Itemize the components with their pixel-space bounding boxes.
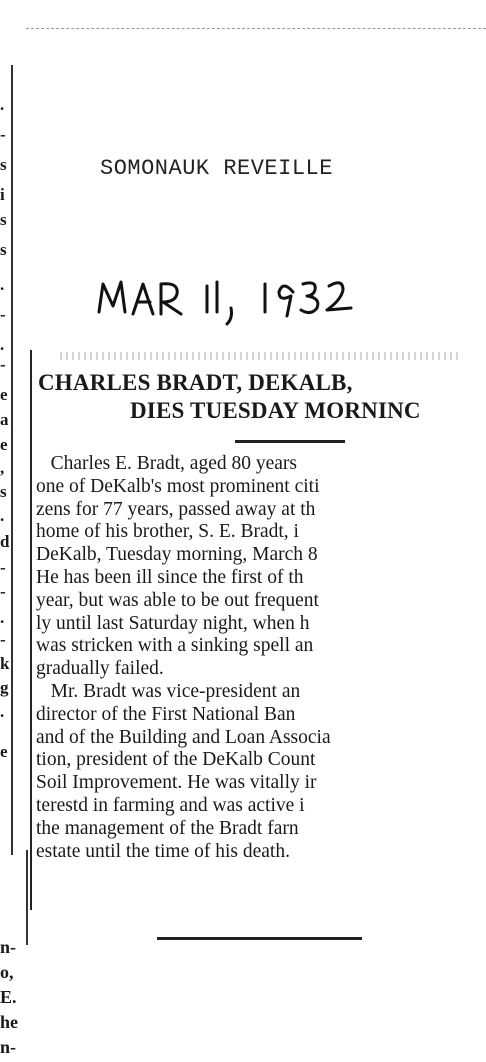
obituary-article: [30, 350, 486, 950]
body-line: estate until the time of his death.: [36, 840, 290, 862]
left-fragment: -: [0, 582, 6, 601]
handwritten-date: [95, 262, 415, 332]
left-fragment: s: [0, 240, 7, 259]
left-fragment: -: [0, 125, 6, 144]
left-fragment: .: [0, 702, 5, 721]
body-line: year, but was able to be out frequent: [36, 589, 319, 611]
left-fragment: -: [0, 630, 6, 649]
column-divider: [11, 65, 13, 855]
adjacent-column-bottom-fragments: [0, 935, 18, 1060]
lower-column-divider: [26, 850, 28, 945]
headline-divider: [235, 440, 345, 443]
left-bottom-fragment: n-: [0, 937, 17, 957]
left-bottom-fragment: he: [0, 1012, 18, 1032]
headline-line-1: CHARLES BRADT, DEKALB,: [38, 370, 353, 395]
left-fragment: .: [0, 95, 5, 114]
clipping-top-edge: [26, 28, 486, 31]
article-end-rule: [157, 937, 362, 940]
left-fragment: e: [0, 435, 8, 454]
left-bottom-fragment: E.: [0, 987, 17, 1007]
left-fragment: .: [0, 335, 5, 354]
left-bottom-fragment: n-: [0, 1037, 17, 1057]
body-line: gradually failed.: [36, 658, 164, 680]
left-bottom-fragment: o,: [0, 962, 14, 982]
adjacent-column-fragments: [0, 30, 24, 1060]
left-fragment: d: [0, 532, 10, 551]
left-fragment: e: [0, 742, 8, 761]
article-body: [36, 453, 486, 863]
left-fragment: -: [0, 305, 6, 324]
body-line: He has been ill since the first of th: [36, 566, 304, 588]
newspaper-name: SOMONAUK REVEILLE: [100, 156, 333, 181]
headline-line-2: DIES TUESDAY MORNINC: [130, 398, 421, 423]
body-line: DeKalb, Tuesday morning, March 8: [36, 544, 318, 566]
body-line: director of the First National Ban: [36, 703, 296, 725]
body-line: Soil Improvement. He was vitally ir: [36, 772, 317, 794]
article-left-rule: [30, 350, 32, 910]
body-line: Mr. Bradt was vice-president an: [36, 680, 301, 702]
left-fragment: a: [0, 410, 9, 429]
left-fragment: k: [0, 654, 10, 673]
body-line: one of DeKalb's most prominent citi: [36, 475, 320, 497]
print-noise: [60, 352, 460, 360]
left-fragment: -: [0, 558, 6, 577]
left-fragment: s: [0, 155, 7, 174]
handwriting-drawing: [95, 262, 415, 332]
left-fragment: s: [0, 482, 7, 501]
body-line: and of the Building and Loan Associa: [36, 726, 331, 748]
body-line: was stricken with a sinking spell an: [36, 635, 314, 657]
body-line: terestd in farming and was active i: [36, 794, 305, 816]
body-line: tion, president of the DeKalb Count: [36, 749, 316, 771]
left-fragment: .: [0, 506, 5, 525]
body-line: Charles E. Bradt, aged 80 years: [36, 453, 298, 474]
body-line: the management of the Bradt farn: [36, 817, 299, 839]
body-line: ly until last Saturday night, when h: [36, 612, 310, 634]
left-fragment: g: [0, 678, 9, 697]
left-fragment: s: [0, 210, 7, 229]
left-fragment: .: [0, 608, 5, 627]
left-fragment: .: [0, 275, 5, 294]
left-fragment: -: [0, 355, 6, 374]
left-fragment: i: [0, 185, 5, 204]
body-line: home of his brother, S. E. Bradt, i: [36, 521, 299, 543]
left-fragment: e: [0, 385, 8, 404]
left-fragment: ,: [0, 458, 5, 477]
body-line: zens for 77 years, passed away at th: [36, 498, 316, 520]
